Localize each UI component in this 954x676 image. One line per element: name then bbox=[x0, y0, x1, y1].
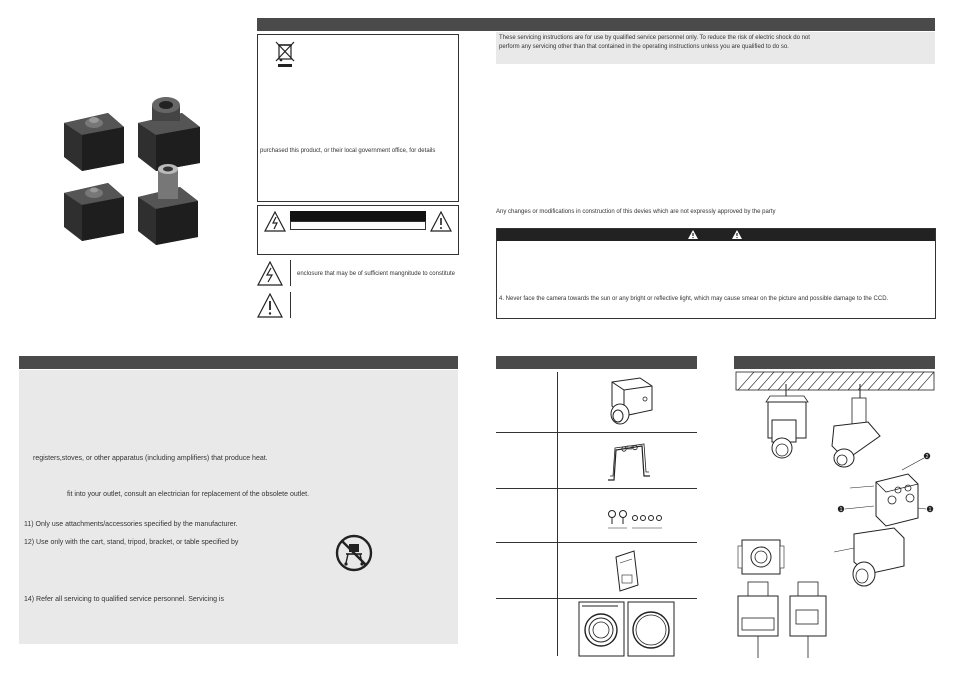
camera-photo-1 bbox=[64, 113, 124, 171]
camera-photo-4 bbox=[138, 164, 198, 245]
warning-triangle-icon-right bbox=[731, 229, 743, 240]
bracket-drawing bbox=[600, 436, 660, 486]
caution-box bbox=[257, 205, 459, 255]
cart-tipover-warning-icon bbox=[335, 534, 373, 572]
safety-section-header bbox=[19, 356, 458, 369]
modifications-text: Any changes or modifications in construction of this devies which are not expressly approved by the party bbox=[496, 209, 776, 215]
contents-column-divider bbox=[557, 372, 558, 656]
camera-drawing bbox=[600, 374, 660, 430]
servicing-line-1: These servicing instructions are for use by qualified service personnel only. To reduce the risk of electric shock do not bbox=[499, 35, 810, 41]
lightning-symbol-icon bbox=[257, 261, 283, 287]
warning-box bbox=[496, 228, 936, 319]
contents-row-line-1 bbox=[496, 432, 697, 433]
screws-drawing bbox=[602, 506, 672, 536]
safety-item-heat: registers,stoves, or other apparatus (including amplifiers) that produce heat. bbox=[33, 455, 268, 462]
servicing-panel bbox=[496, 32, 935, 64]
safety-item-12: 12) Use only with the cart, stand, tripod, bracket, or table specified by bbox=[24, 539, 239, 546]
warning-header-bar bbox=[497, 229, 935, 241]
safety-item-outlet: fit into your outlet, consult an electrician for replacement of the obsolete outlet. bbox=[67, 491, 310, 498]
installation-section-header bbox=[734, 356, 935, 369]
contents-row-line-4 bbox=[496, 598, 697, 599]
wheelie-bin-crossed-icon bbox=[274, 39, 296, 69]
camera-side-view-1 bbox=[738, 582, 778, 658]
camera-side-view-2 bbox=[790, 582, 826, 658]
marker-2: 2 bbox=[925, 454, 929, 461]
caution-label-bar bbox=[290, 211, 426, 221]
exclamation-warning-icon bbox=[430, 211, 452, 233]
servicing-line-2: perform any servicing other than that contained in the operating instructions unless you are qualified to do so. bbox=[499, 44, 789, 50]
top-section-header bbox=[257, 18, 935, 31]
cable-drawing bbox=[578, 600, 678, 658]
exclamation-symbol-icon bbox=[257, 293, 283, 319]
exclamation-divider bbox=[290, 292, 291, 318]
mounted-camera-angled bbox=[832, 384, 880, 467]
contents-row-line-3 bbox=[496, 542, 697, 543]
caution-label-line bbox=[290, 221, 426, 230]
manual-drawing bbox=[612, 549, 642, 593]
safety-panel bbox=[19, 370, 458, 644]
disposal-info-box bbox=[257, 34, 459, 202]
camera-front-view bbox=[738, 540, 784, 574]
contents-row-line-2 bbox=[496, 488, 697, 489]
camera-photo-2 bbox=[138, 97, 200, 171]
safety-item-14: 14) Refer all servicing to qualified service personnel. Servicing is bbox=[24, 596, 224, 603]
installation-diagram bbox=[734, 370, 935, 660]
lightning-warning-icon bbox=[264, 211, 286, 233]
lightning-note-text: enclosure that may be of sufficient mangnitude to constitute bbox=[297, 271, 455, 277]
marker-1-right: 1 bbox=[928, 507, 932, 514]
contents-section-header bbox=[496, 356, 697, 369]
lightning-divider bbox=[290, 260, 291, 286]
mounted-camera-front bbox=[766, 384, 808, 458]
contents-table bbox=[496, 372, 697, 656]
warning-triangle-icon-left bbox=[687, 229, 699, 240]
camera-photo-3 bbox=[64, 183, 124, 241]
marker-1-left: 1 bbox=[839, 507, 843, 514]
safety-item-11: 11) Only use attachments/accessories specified by the manufacturer. bbox=[24, 521, 238, 528]
disposal-text: purchased this product, or their local government office, for details bbox=[260, 148, 436, 154]
exploded-bracket-view bbox=[834, 453, 933, 586]
product-photos bbox=[52, 95, 212, 245]
warning-note-4: 4. Never face the camera towards the sun or any bright or reflective light, which may cause smear on the picture and possible damage to the CCD. bbox=[499, 296, 889, 302]
